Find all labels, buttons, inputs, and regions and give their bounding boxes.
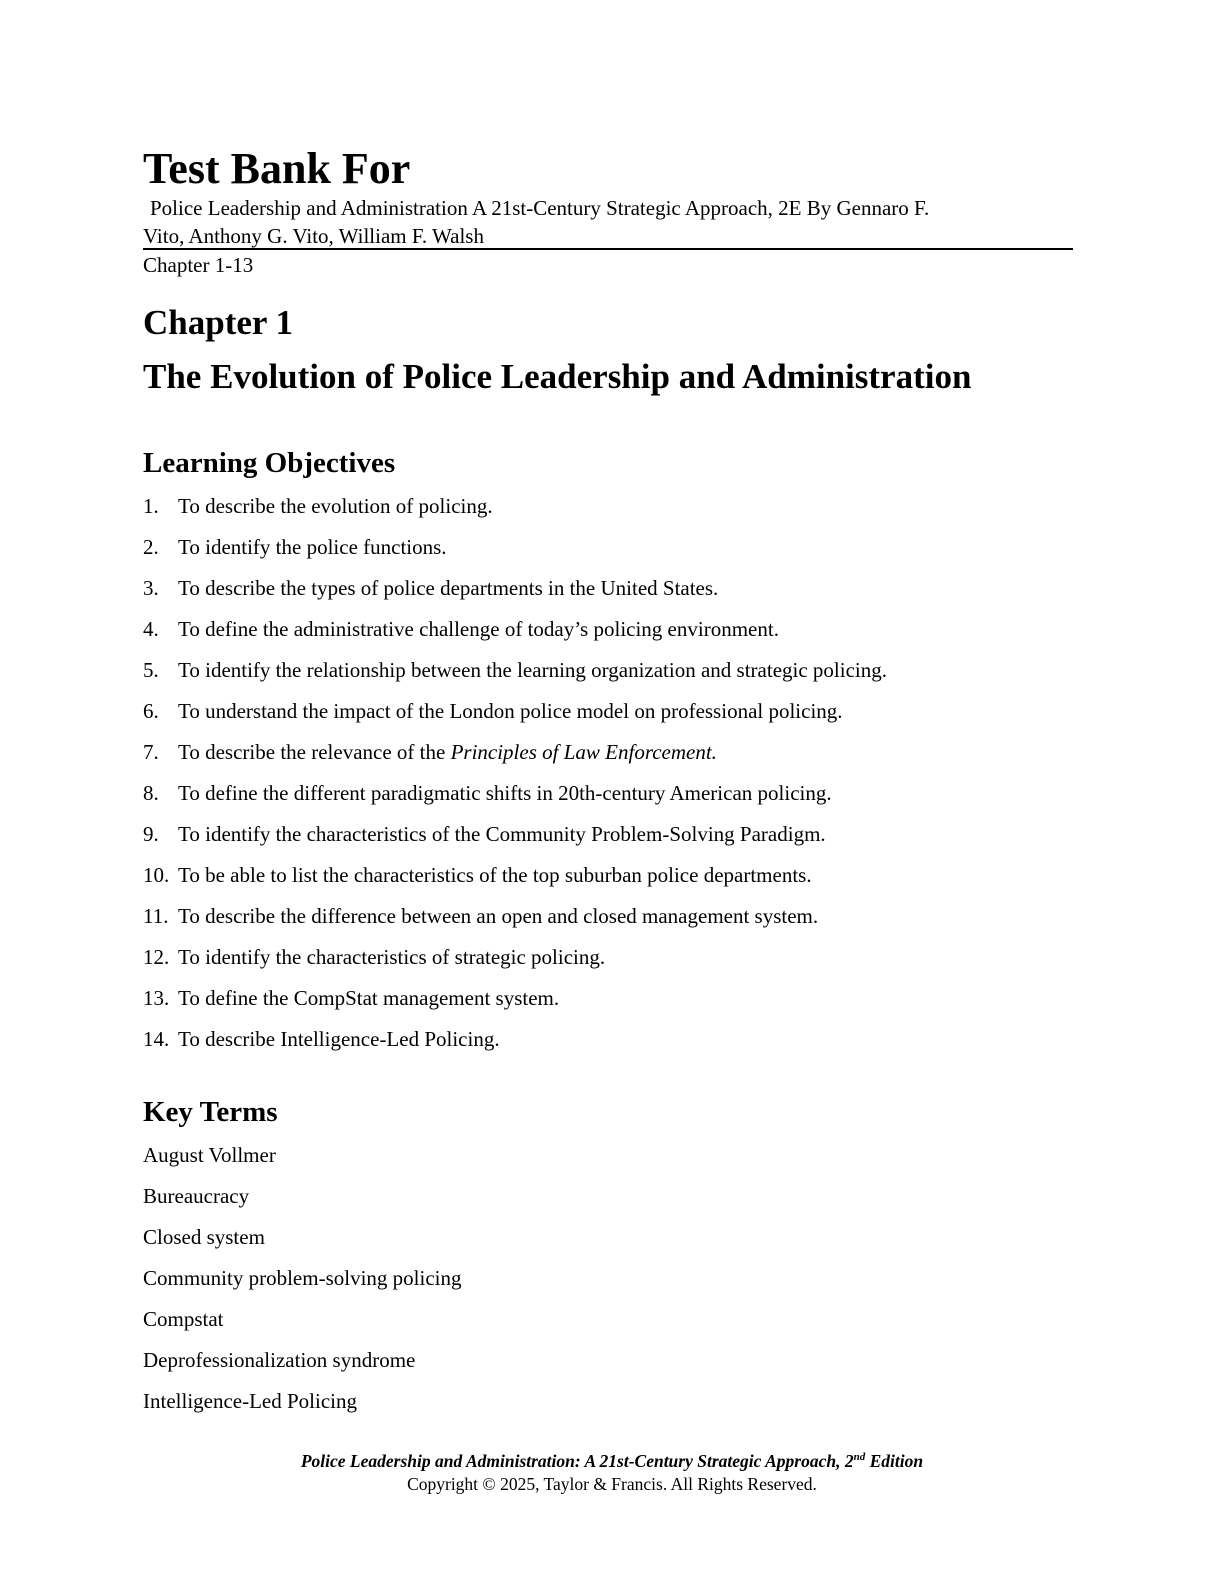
- objective-text: To describe the types of police departments in the United States.: [178, 576, 719, 600]
- objective-text: To identify the characteristics of the Community Problem-Solving Paradigm.: [178, 822, 826, 846]
- objective-item: [143, 861, 887, 902]
- objective-number: 14.: [143, 1027, 170, 1051]
- objective-number: 9.: [143, 822, 159, 846]
- objective-item: [143, 738, 887, 779]
- objective-number: 13.: [143, 986, 170, 1010]
- objective-number: 3.: [143, 576, 159, 600]
- footer-book-title-text: Police Leadership and Administration: A 21st-Century Strategic Approach, 2: [300, 1451, 854, 1471]
- objective-item: [143, 1025, 887, 1066]
- book-citation: [143, 194, 1073, 250]
- objective-number: 11.: [143, 904, 169, 928]
- key-term: August Vollmer: [143, 1143, 276, 1167]
- key-term: Compstat: [143, 1307, 224, 1331]
- objective-text: To describe Intelligence-Led Policing.: [178, 1027, 500, 1051]
- key-term: Intelligence-Led Policing: [143, 1389, 358, 1413]
- objective-number: 10.: [143, 863, 170, 887]
- document-title: Test Bank For: [143, 144, 411, 193]
- page-footer: [0, 1450, 1224, 1496]
- objective-number: 7.: [143, 740, 159, 764]
- objective-number: 5.: [143, 658, 159, 682]
- key-terms-heading: Key Terms: [143, 1096, 278, 1128]
- objective-item: [143, 492, 887, 533]
- objective-item: [143, 902, 887, 943]
- objective-italic-title: Principles of Law Enforcement.: [450, 740, 717, 764]
- objective-number: 8.: [143, 781, 159, 805]
- objective-text: To identify the police functions.: [178, 535, 447, 559]
- objective-text: To be able to list the characteristics of the top suburban police departments.: [178, 863, 812, 887]
- objective-item: [143, 574, 887, 615]
- chapter-range: Chapter 1-13: [143, 253, 254, 277]
- key-term: Deprofessionalization syndrome: [143, 1348, 416, 1372]
- book-citation-line-2: Vito, Anthony G. Vito, William F. Walsh: [143, 224, 484, 248]
- objective-item: [143, 820, 887, 861]
- objective-number: 1.: [143, 494, 159, 518]
- key-term: Community problem-solving policing: [143, 1266, 462, 1290]
- learning-objectives-list: [143, 492, 887, 1066]
- objective-item: [143, 943, 887, 984]
- learning-objectives-heading: Learning Objectives: [143, 447, 396, 479]
- objective-text: To describe the evolution of policing.: [178, 494, 493, 518]
- objective-number: 2.: [143, 535, 159, 559]
- objective-text: To describe the relevance of the: [178, 740, 451, 764]
- key-term: Bureaucracy: [143, 1184, 250, 1208]
- objective-number: 12.: [143, 945, 170, 969]
- objective-number: 6.: [143, 699, 159, 723]
- objective-text: To define the different paradigmatic shifts in 20th-century American policing.: [178, 781, 832, 805]
- footer-copyright: Copyright © 2025, Taylor & Francis. All Rights Reserved.: [407, 1474, 817, 1494]
- objective-item: [143, 779, 887, 820]
- objective-item: [143, 656, 887, 697]
- footer-edition-word: Edition: [865, 1451, 924, 1471]
- objective-item: [143, 615, 887, 656]
- chapter-number: Chapter 1: [143, 303, 294, 342]
- objective-text: To understand the impact of the London police model on professional policing.: [178, 699, 843, 723]
- key-terms-list: [143, 1141, 462, 1428]
- chapter-title: The Evolution of Police Leadership and Administration: [143, 357, 972, 396]
- header-divider: [143, 248, 1073, 250]
- objective-item: [143, 533, 887, 574]
- objective-number: 4.: [143, 617, 159, 641]
- objective-text: To define the CompStat management system.: [178, 986, 560, 1010]
- objective-item: [143, 697, 887, 738]
- footer-edition-superscript: nd: [853, 1451, 866, 1464]
- footer-book-title: [0, 1450, 1224, 1473]
- key-term: Closed system: [143, 1225, 265, 1249]
- objective-item: [143, 984, 887, 1025]
- book-citation-line-1: Police Leadership and Administration A 21st-Century Strategic Approach, 2E By Gennaro F.: [150, 196, 930, 220]
- objective-text: To identify the characteristics of strategic policing.: [178, 945, 606, 969]
- objective-text: To identify the relationship between the learning organization and strategic policing.: [178, 658, 888, 682]
- objective-text: To describe the difference between an open and closed management system.: [178, 904, 819, 928]
- objective-text: To define the administrative challenge of today’s policing environment.: [178, 617, 779, 641]
